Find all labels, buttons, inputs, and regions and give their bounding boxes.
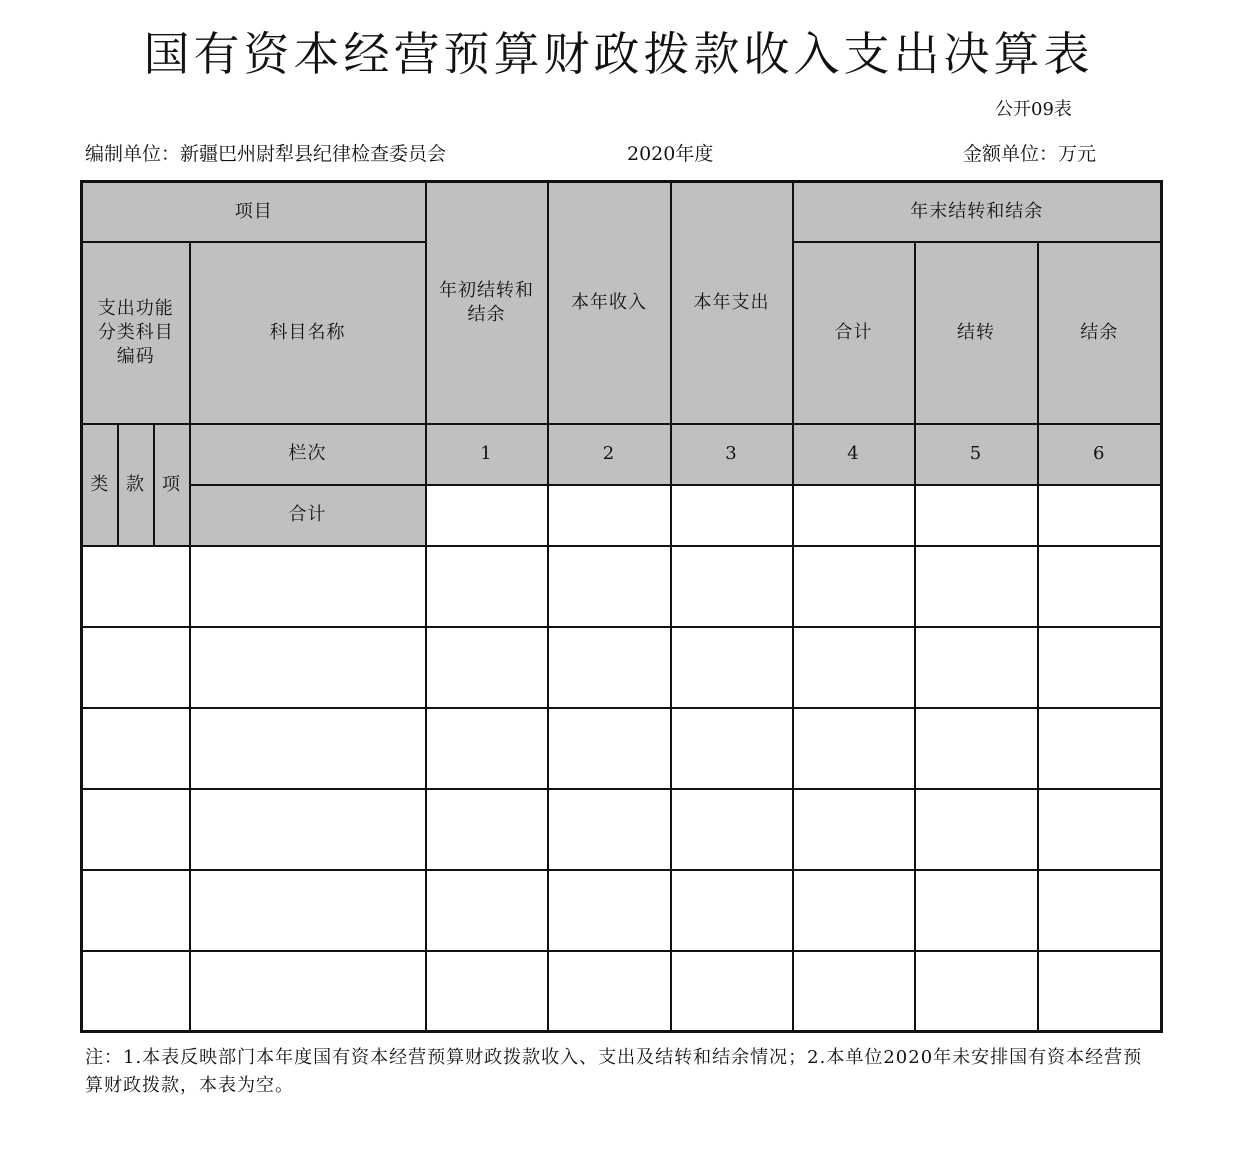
row-value [426, 789, 548, 870]
sum-cell [915, 485, 1038, 546]
table-row [82, 627, 1162, 708]
sum-cell [426, 485, 548, 546]
header-column-index: 栏次 [190, 424, 426, 485]
header-end-surplus: 结余 [1038, 242, 1162, 424]
sum-cell [793, 485, 915, 546]
row-subject-name [190, 708, 426, 789]
form-number: 公开09表 [995, 99, 1072, 120]
table-row [82, 870, 1162, 951]
row-value [426, 708, 548, 789]
header-expense: 本年支出 [671, 182, 793, 424]
row-value [915, 951, 1038, 1032]
row-value [915, 789, 1038, 870]
row-value [426, 870, 548, 951]
row-value [915, 546, 1038, 627]
row-value [426, 627, 548, 708]
row-value [548, 789, 671, 870]
row-code [82, 951, 190, 1032]
row-value [915, 627, 1038, 708]
row-value [548, 708, 671, 789]
header-end-total: 合计 [793, 242, 915, 424]
row-value [1038, 546, 1162, 627]
row-value [1038, 789, 1162, 870]
row-subject-name [190, 627, 426, 708]
row-value [548, 546, 671, 627]
row-value [793, 951, 915, 1032]
table-row [82, 546, 1162, 627]
row-value [915, 708, 1038, 789]
header-lei: 类 [82, 424, 118, 546]
col-number-4: 4 [793, 424, 915, 485]
row-value [426, 951, 548, 1032]
row-value [793, 870, 915, 951]
row-value [548, 627, 671, 708]
header-item: 项目 [82, 182, 426, 242]
table-row [82, 789, 1162, 870]
header-xiang: 项 [154, 424, 190, 546]
col-number-5: 5 [915, 424, 1038, 485]
row-value [548, 951, 671, 1032]
row-value [426, 546, 548, 627]
col-number-3: 3 [671, 424, 793, 485]
row-value [671, 789, 793, 870]
header-subject-name: 科目名称 [190, 242, 426, 424]
footnote: 注：1.本表反映部门本年度国有资本经营预算财政拨款收入、支出及结转和结余情况；2.本单位2020年未安排国有资本经营预算财政拨款，本表为空。 [85, 1047, 1143, 1096]
row-value [1038, 870, 1162, 951]
data-rows [82, 546, 1162, 1032]
row-value [1038, 708, 1162, 789]
row-value [548, 870, 671, 951]
col-number-6: 6 [1038, 424, 1162, 485]
row-value [1038, 627, 1162, 708]
row-code [82, 870, 190, 951]
row-value [671, 627, 793, 708]
header-end-balance: 年末结转和结余 [793, 182, 1162, 242]
row-subject-name [190, 789, 426, 870]
sum-cell [671, 485, 793, 546]
row-value [793, 708, 915, 789]
row-value [671, 870, 793, 951]
row-value [671, 546, 793, 627]
table-row [82, 951, 1162, 1032]
row-code [82, 627, 190, 708]
row-value [793, 627, 915, 708]
row-code [82, 789, 190, 870]
sum-cell [1038, 485, 1162, 546]
row-subject-name [190, 546, 426, 627]
col-number-2: 2 [548, 424, 671, 485]
page-title: 国有资本经营预算财政拨款收入支出决算表 [143, 27, 1094, 81]
row-value [793, 546, 915, 627]
amount-unit: 金额单位：万元 [963, 143, 1097, 165]
row-value [1038, 951, 1162, 1032]
table-row [82, 708, 1162, 789]
budget-table [80, 180, 1163, 1033]
sum-cell [548, 485, 671, 546]
header-income: 本年收入 [548, 182, 671, 424]
fiscal-year: 2020年度 [627, 143, 714, 165]
row-value [671, 951, 793, 1032]
row-value [671, 708, 793, 789]
row-code [82, 546, 190, 627]
header-code-group: 支出功能分类科目编码 [82, 242, 190, 424]
row-value [915, 870, 1038, 951]
header-begin-balance: 年初结转和结余 [426, 182, 548, 424]
row-value [793, 789, 915, 870]
row-subject-name [190, 951, 426, 1032]
col-number-1: 1 [426, 424, 548, 485]
row-subject-name [190, 870, 426, 951]
header-kuan: 款 [118, 424, 154, 546]
header-end-carryover: 结转 [915, 242, 1038, 424]
row-code [82, 708, 190, 789]
sum-row-label: 合计 [190, 485, 426, 546]
compiling-unit: 编制单位：新疆巴州尉犁县纪律检查委员会 [85, 143, 447, 165]
